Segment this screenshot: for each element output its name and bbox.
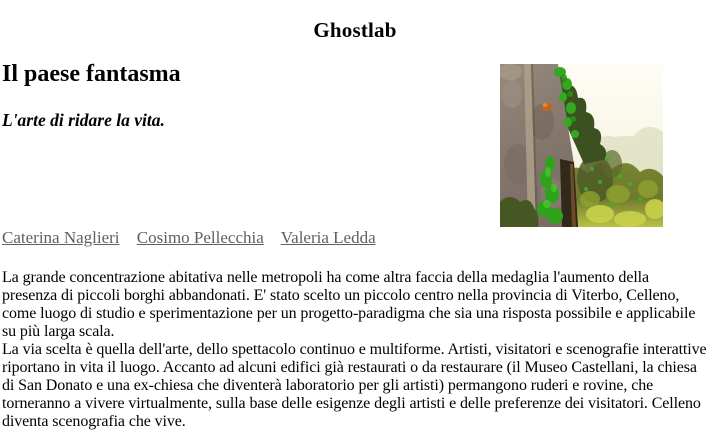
- page-title: Ghostlab: [313, 18, 397, 42]
- article-heading: Il paese fantasma: [2, 61, 181, 87]
- village-photo-image: [500, 64, 663, 227]
- paragraph-1: La grande concentrazione abitativa nelle metropoli ha come altra faccia della medaglia l'aumento della presenza di piccoli borghi abbandonati. E' stato scelto un piccolo centro nella provincia di Viterbo, Celleno, come luogo di studio e sperimentazione per un progetto-paradigma che sia una risposta possibile e applicabile su più larga scala.: [2, 269, 696, 340]
- village-photo: [500, 64, 663, 227]
- author-link-valeria-ledda[interactable]: Valeria Ledda: [280, 228, 376, 247]
- article-body: [2, 269, 708, 431]
- author-links: [2, 228, 389, 248]
- article-subtitle: L'arte di ridare la vita.: [2, 110, 165, 130]
- paragraph-2: La via scelta è quella dell'arte, dello spettacolo continuo e multiforme. Artisti, visitatori e scenografie interattive riportano in vita il luogo. Accanto ad alcuni edifici già restaurati o da restaurare (il Museo Castellani, la chiesa di San Donato e una ex-chiesa che diventerà laboratorio per gli artisti) permangono ruderi e rovine, che torneranno a vivere virtualmente, sulla base delle esigenze degli artisti e delle preferenze dei visitatori. Celleno diventa scenografia che vive.: [2, 341, 707, 430]
- author-link-cosimo-pellecchia[interactable]: Cosimo Pellecchia: [136, 228, 264, 247]
- author-link-caterina-naglieri[interactable]: Caterina Naglieri: [2, 228, 120, 247]
